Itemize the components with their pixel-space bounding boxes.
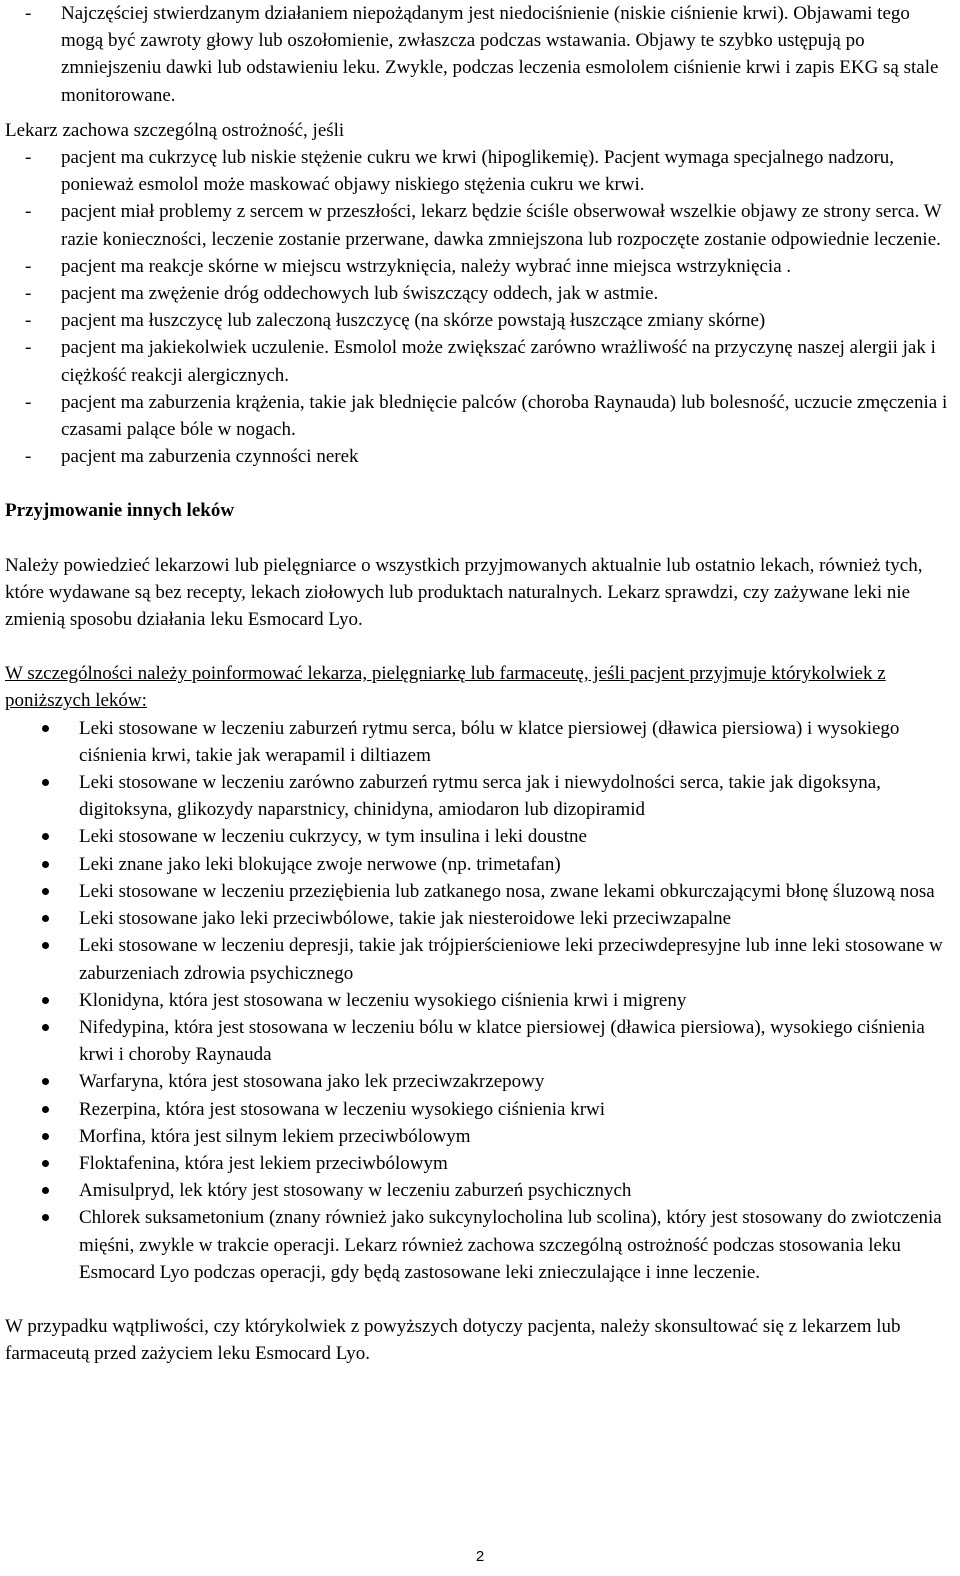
dash-marker: -: [25, 446, 32, 468]
list-item-text: Morfina, która jest silnym lekiem przeciwbólowym: [79, 1125, 471, 1147]
inform-paragraph: Należy powiedzieć lekarzowi lub pielęgniarce o wszystkich przyjmowanych aktualnie lub ostatnio lekach, również tych, które wydawane są bez recepty, lekach ziołowych lub produktach naturalnych. Lekarz sprawdzi, czy zażywane leki nie zmienią sposobu działania leku Esmocard Lyo.: [5, 554, 923, 631]
list-item: [5, 1096, 955, 1123]
list-item: [5, 1014, 955, 1068]
list-item: [5, 144, 955, 198]
list-item: [5, 198, 955, 252]
list-item: [5, 1150, 955, 1177]
bullet-icon: [42, 861, 49, 868]
list-item-text: pacjent miał problemy z sercem w przeszłości, lekarz będzie ściśle obserwował wszelkie objawy ze strony serca. W razie konieczności, leczenie zostanie przerwane, dawka zmniejszona lub rozpoczęte zostanie odpowiednie leczenie.: [61, 201, 942, 250]
bullet-icon: [42, 888, 49, 895]
list-item: [5, 0, 955, 109]
list-item: [5, 878, 955, 905]
list-item: [5, 443, 955, 470]
list-item: [5, 280, 955, 307]
list-item-text: Chlorek suksametonium (znany również jako sukcynylocholina lub scolina), który jest stosowany do zwiotczenia mięśni, zwykle w trakcie operacji. Lekarz również zachowa szczególną ostrożność podczas stosowania leku Esmocard Lyo podczas operacji, gdy będą zastosowane leki znieczulające i inne leczenie.: [79, 1207, 942, 1283]
list-item: [5, 851, 955, 878]
bullet-icon: [42, 1133, 49, 1140]
list-item-text: Najczęściej stwierdzanym działaniem niepożądanym jest niedociśnienie (niskie ciśnienie krwi). Objawami tego mogą być zawroty głowy lub oszołomienie, zwłaszcza podczas wstawania. Objawy te szybko ustępują po zmniejszeniu dawki lub odstawieniu leku. Zwykle, podczas leczenia esmololem ciśnienie krwi i zapis EKG są stale monitorowane.: [61, 3, 939, 106]
list-item-text: pacjent ma jakiekolwiek uczulenie. Esmolol może zwiększać zarówno wrażliwość na przyczynę naszej alergii jak i ciężkość reakcji alergicznych.: [61, 337, 936, 386]
bullet-icon: [42, 915, 49, 922]
list-item: [5, 389, 955, 443]
dash-marker: -: [25, 337, 32, 359]
bullet-icon: [42, 1024, 49, 1031]
bullet-icon: [42, 833, 49, 840]
list-item-text: Leki stosowane w leczeniu zaburzeń rytmu serca, bólu w klatce piersiowej (dławica piersiowa) i wysokiego ciśnienia krwi, takie jak werapamil i diltiazem: [79, 717, 900, 766]
bullet-icon: [42, 1106, 49, 1113]
list-item-text: Leki stosowane w leczeniu zarówno zaburzeń rytmu serca jak i niewydolności serca, takie jak digoksyna, digitoksyna, glikozydy naparstnicy, chinidyna, amiodaron lub dizopiramid: [79, 772, 881, 821]
dash-marker: -: [25, 201, 32, 223]
list-item: [5, 715, 955, 769]
list-item-text: pacjent ma zaburzenia krążenia, takie jak blednięcie palców (choroba Raynauda) lub bolesność, uczucie zmęczenia i czasami palące bóle w nogach.: [61, 391, 948, 441]
list-item: [5, 334, 955, 388]
list-item: [5, 253, 955, 280]
list-item-text: pacjent ma cukrzycę lub niskie stężenie cukru we krwi (hipoglikemię). Pacjent wymaga specjalnego nadzoru, ponieważ esmolol może maskować objawy niskiego stężenia cukru we krwi.: [61, 147, 895, 196]
bullet-icon: [42, 1160, 49, 1167]
list-item: [5, 1204, 955, 1286]
underlined-intro: W szczególności należy poinformować lekarza, pielęgniarkę lub farmaceutę, jeśli pacjent przyjmuje którykolwiek z poniższych leków:: [5, 663, 886, 712]
list-item-text: Klonidyna, która jest stosowana w leczeniu wysokiego ciśnienia krwi i migreny: [79, 989, 687, 1011]
list-item: [5, 987, 955, 1014]
list-item: [5, 932, 955, 986]
list-item-text: Floktafenina, która jest lekiem przeciwbólowym: [79, 1152, 448, 1174]
list-item: [5, 1123, 955, 1150]
list-item-text: pacjent ma zaburzenia czynności nerek: [61, 446, 359, 468]
list-item-text: Amisulpryd, lek który jest stosowany w leczeniu zaburzeń psychicznych: [79, 1180, 632, 1202]
dash-marker: -: [25, 391, 32, 413]
dash-marker: -: [25, 3, 32, 24]
list-item-text: Warfaryna, która jest stosowana jako lek przeciwzakrzepowy: [79, 1071, 545, 1093]
list-item-text: pacjent ma reakcje skórne w miejscu wstrzyknięcia, należy wybrać inne miejsca wstrzyknięcia .: [61, 255, 792, 277]
list-item-text: Leki stosowane w leczeniu przeziębienia lub zatkanego nosa, zwane lekami obkurczającymi błonę śluzową nosa: [79, 880, 935, 902]
page-number: 2: [475, 1548, 485, 1565]
list-item-text: pacjent ma łuszczycę lub zaleczoną łuszczycę (na skórze powstają łuszczące zmiany skórne): [61, 310, 766, 332]
dash-marker: -: [25, 310, 32, 332]
list-item-text: Nifedypina, która jest stosowana w leczeniu bólu w klatce piersiowej (dławica piersiowa), wysokiego ciśnienia krwi i choroby Raynauda: [79, 1016, 925, 1066]
caution-list: [5, 144, 955, 470]
bullet-icon: [42, 942, 49, 949]
dash-marker: -: [25, 147, 32, 169]
list-item-text: Leki stosowane jako leki przeciwbólowe, takie jak niesteroidowe leki przeciwzapalne: [79, 908, 732, 930]
section-heading: Przyjmowanie innych leków: [5, 500, 235, 522]
caution-intro: Lekarz zachowa szczególną ostrożność, jeśli: [5, 119, 345, 141]
list-item: [5, 307, 955, 334]
list-item-text: Leki stosowane w leczeniu depresji, takie jak trójpierścieniowe leki przeciwdepresyjne lub inne leki stosowane w zaburzeniach zdrowia psychicznego: [79, 935, 943, 984]
bullet-icon: [42, 1187, 49, 1194]
bullet-icon: [42, 779, 49, 786]
list-item-text: Leki znane jako leki blokujące zwoje nerwowe (np. trimetafan): [79, 853, 561, 875]
bullet-icon: [42, 1078, 49, 1085]
dash-marker: -: [25, 255, 32, 277]
document-content: [5, 0, 955, 1367]
list-item-text: Leki stosowane w leczeniu cukrzycy, w tym insulina i leki doustne: [79, 826, 587, 848]
closing-paragraph: W przypadku wątpliwości, czy którykolwiek z powyższych dotyczy pacjenta, należy skonsultować się z lekarzem lub farmaceutą przed zażyciem leku Esmocard Lyo.: [5, 1315, 901, 1365]
dash-marker: -: [25, 283, 32, 305]
list-item: [5, 905, 955, 932]
bullet-icon: [42, 997, 49, 1004]
drug-list: [5, 715, 955, 1286]
list-item: [5, 823, 955, 850]
list-item: [5, 1068, 955, 1095]
bullet-icon: [42, 1214, 49, 1221]
list-item: [5, 769, 955, 823]
side-effects-list: [5, 0, 955, 109]
bullet-icon: [42, 725, 49, 732]
list-item-text: pacjent ma zwężenie dróg oddechowych lub świszczący oddech, jak w astmie.: [61, 283, 659, 305]
list-item: [5, 1177, 955, 1204]
list-item-text: Rezerpina, która jest stosowana w leczeniu wysokiego ciśnienia krwi: [79, 1098, 606, 1120]
